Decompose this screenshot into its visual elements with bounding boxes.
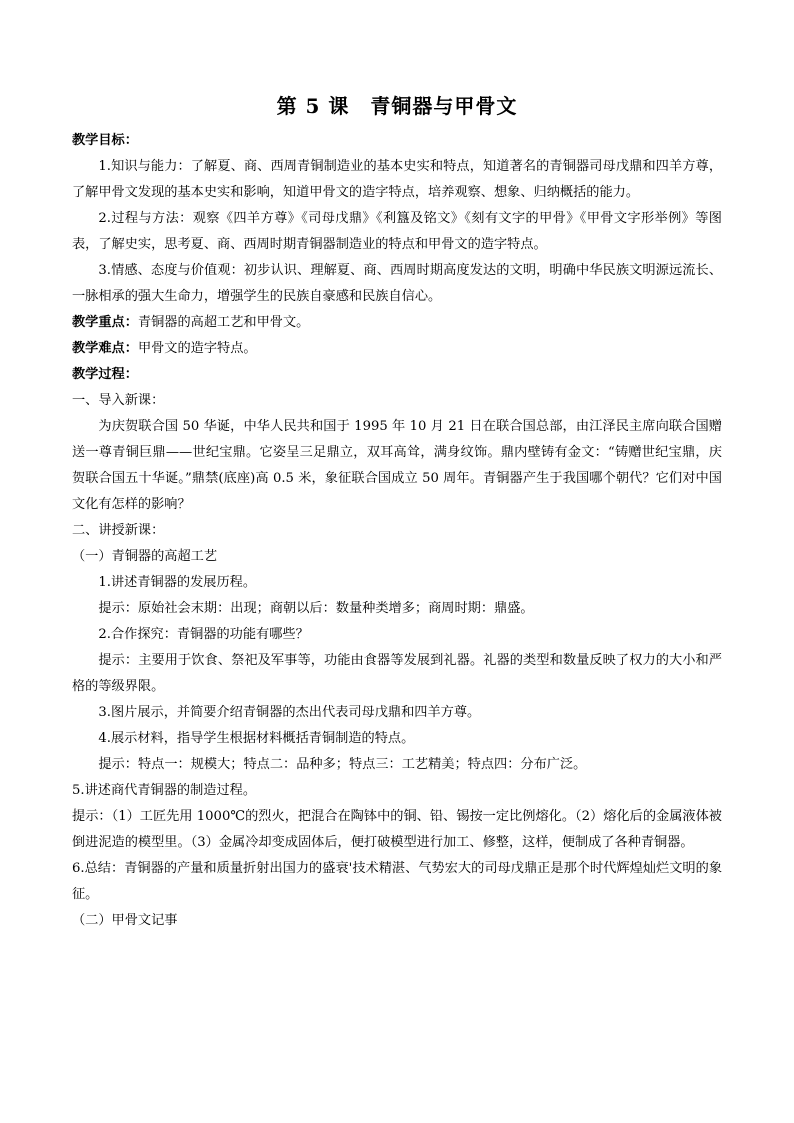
intro-paragraph: 为庆贺联合国 50 华诞，中华人民共和国于 1995 年 10 月 21 日在联合国总部，由江泽民主席向联合国赠送一尊青铜巨鼎——世纪宝鼎。它姿呈三足鼎立，双耳高耸，满身纹饰。鼎内壁铸有金文：“铸赠世纪宝鼎，庆贺联合国五十华诞。”鼎禁(底座)高 0.5 米，象征联合国成立 50 周年。青铜器产生于我国哪个朝代？它们对中国文化有怎样的影响？	[72, 419, 722, 512]
item-6: 6.总结：青铜器的产量和质量折射出国力的盛衰'技术精湛、气势宏大的司母戊鼎正是那个时代辉煌灿烂文明的象征。	[72, 861, 722, 902]
subsection-oracle-heading: （二）甲骨文记事	[72, 913, 178, 928]
key-point	[72, 310, 722, 336]
item-1: 1.讲述青铜器的发展历程。	[98, 575, 257, 590]
hint-2: 提示：主要用于饮食、祭祀及军事等，功能由食器等发展到礼器。礼器的类型和数量反映了权力的大小和严格的等级界限。	[72, 653, 722, 694]
item-5: 5.讲述商代青铜器的制造过程。	[72, 783, 257, 798]
item-3: 3.图片展示，并简要介绍青铜器的杰出代表司母戊鼎和四羊方尊。	[98, 705, 481, 720]
hint-5: 提示：（1）工匠先用 1000℃的烈火，把混合在陶钵中的铜、铅、锡按一定比例熔化。（2）熔化后的金属液体被倒进泥造的模型里。（3）金属冷却变成固体后，便打破模型进行加工、修整，这样，便制成了各种青铜器。	[72, 809, 722, 850]
lesson-title: 第 5 课 青铜器与甲骨文	[276, 94, 518, 118]
process-heading: 教学过程：	[72, 367, 138, 382]
difficult-point-label: 教学难点：	[72, 341, 138, 356]
goal-values: 3.情感、态度与价值观：初步认识、理解夏、商、西周时期高度发达的文明，明确中华民族文明源远流长、一脉相承的强大生命力，增强学生的民族自豪感和民族自信心。	[72, 263, 722, 304]
difficult-point-text: 甲骨文的造字特点。	[137, 341, 257, 356]
key-point-label: 教学重点：	[72, 315, 138, 330]
hint-4: 提示：特点一：规模大；特点二：品种多；特点三：工艺精美；特点四：分布广泛。	[98, 757, 587, 772]
key-point-text: 青铜器的高超工艺和甲骨文。	[137, 315, 310, 330]
goal-knowledge: 1.知识与能力：了解夏、商、西周青铜制造业的基本史实和特点，知道著名的青铜器司母戊鼎和四羊方尊，了解甲骨文发现的基本史实和影响，知道甲骨文的造字特点，培养观察、想象、归纳概括的能力。	[72, 159, 722, 200]
subsection-bronze-heading: （一）青铜器的高超工艺	[72, 549, 218, 564]
difficult-point	[72, 336, 722, 362]
goals-heading: 教学目标：	[72, 133, 138, 148]
item-2: 2.合作探究：青铜器的功能有哪些？	[98, 627, 309, 642]
section-intro-heading: 一、导入新课：	[72, 393, 165, 408]
section-new-lesson-heading: 二、讲授新课：	[72, 523, 165, 538]
item-4: 4.展示材料，指导学生根据材料概括青铜制造的特点。	[98, 731, 415, 746]
document-page	[72, 92, 722, 934]
hint-1: 提示：原始社会末期：出现；商朝以后：数量种类增多；商周时期：鼎盛。	[98, 601, 534, 616]
goal-process: 2.过程与方法：观察《四羊方尊》《司母戊鼎》《利簋及铭文》《刻有文字的甲骨》《甲骨文字形举例》等图表，了解史实，思考夏、商、西周时期青铜器制造业的特点和甲骨文的造字特点。	[72, 211, 722, 252]
